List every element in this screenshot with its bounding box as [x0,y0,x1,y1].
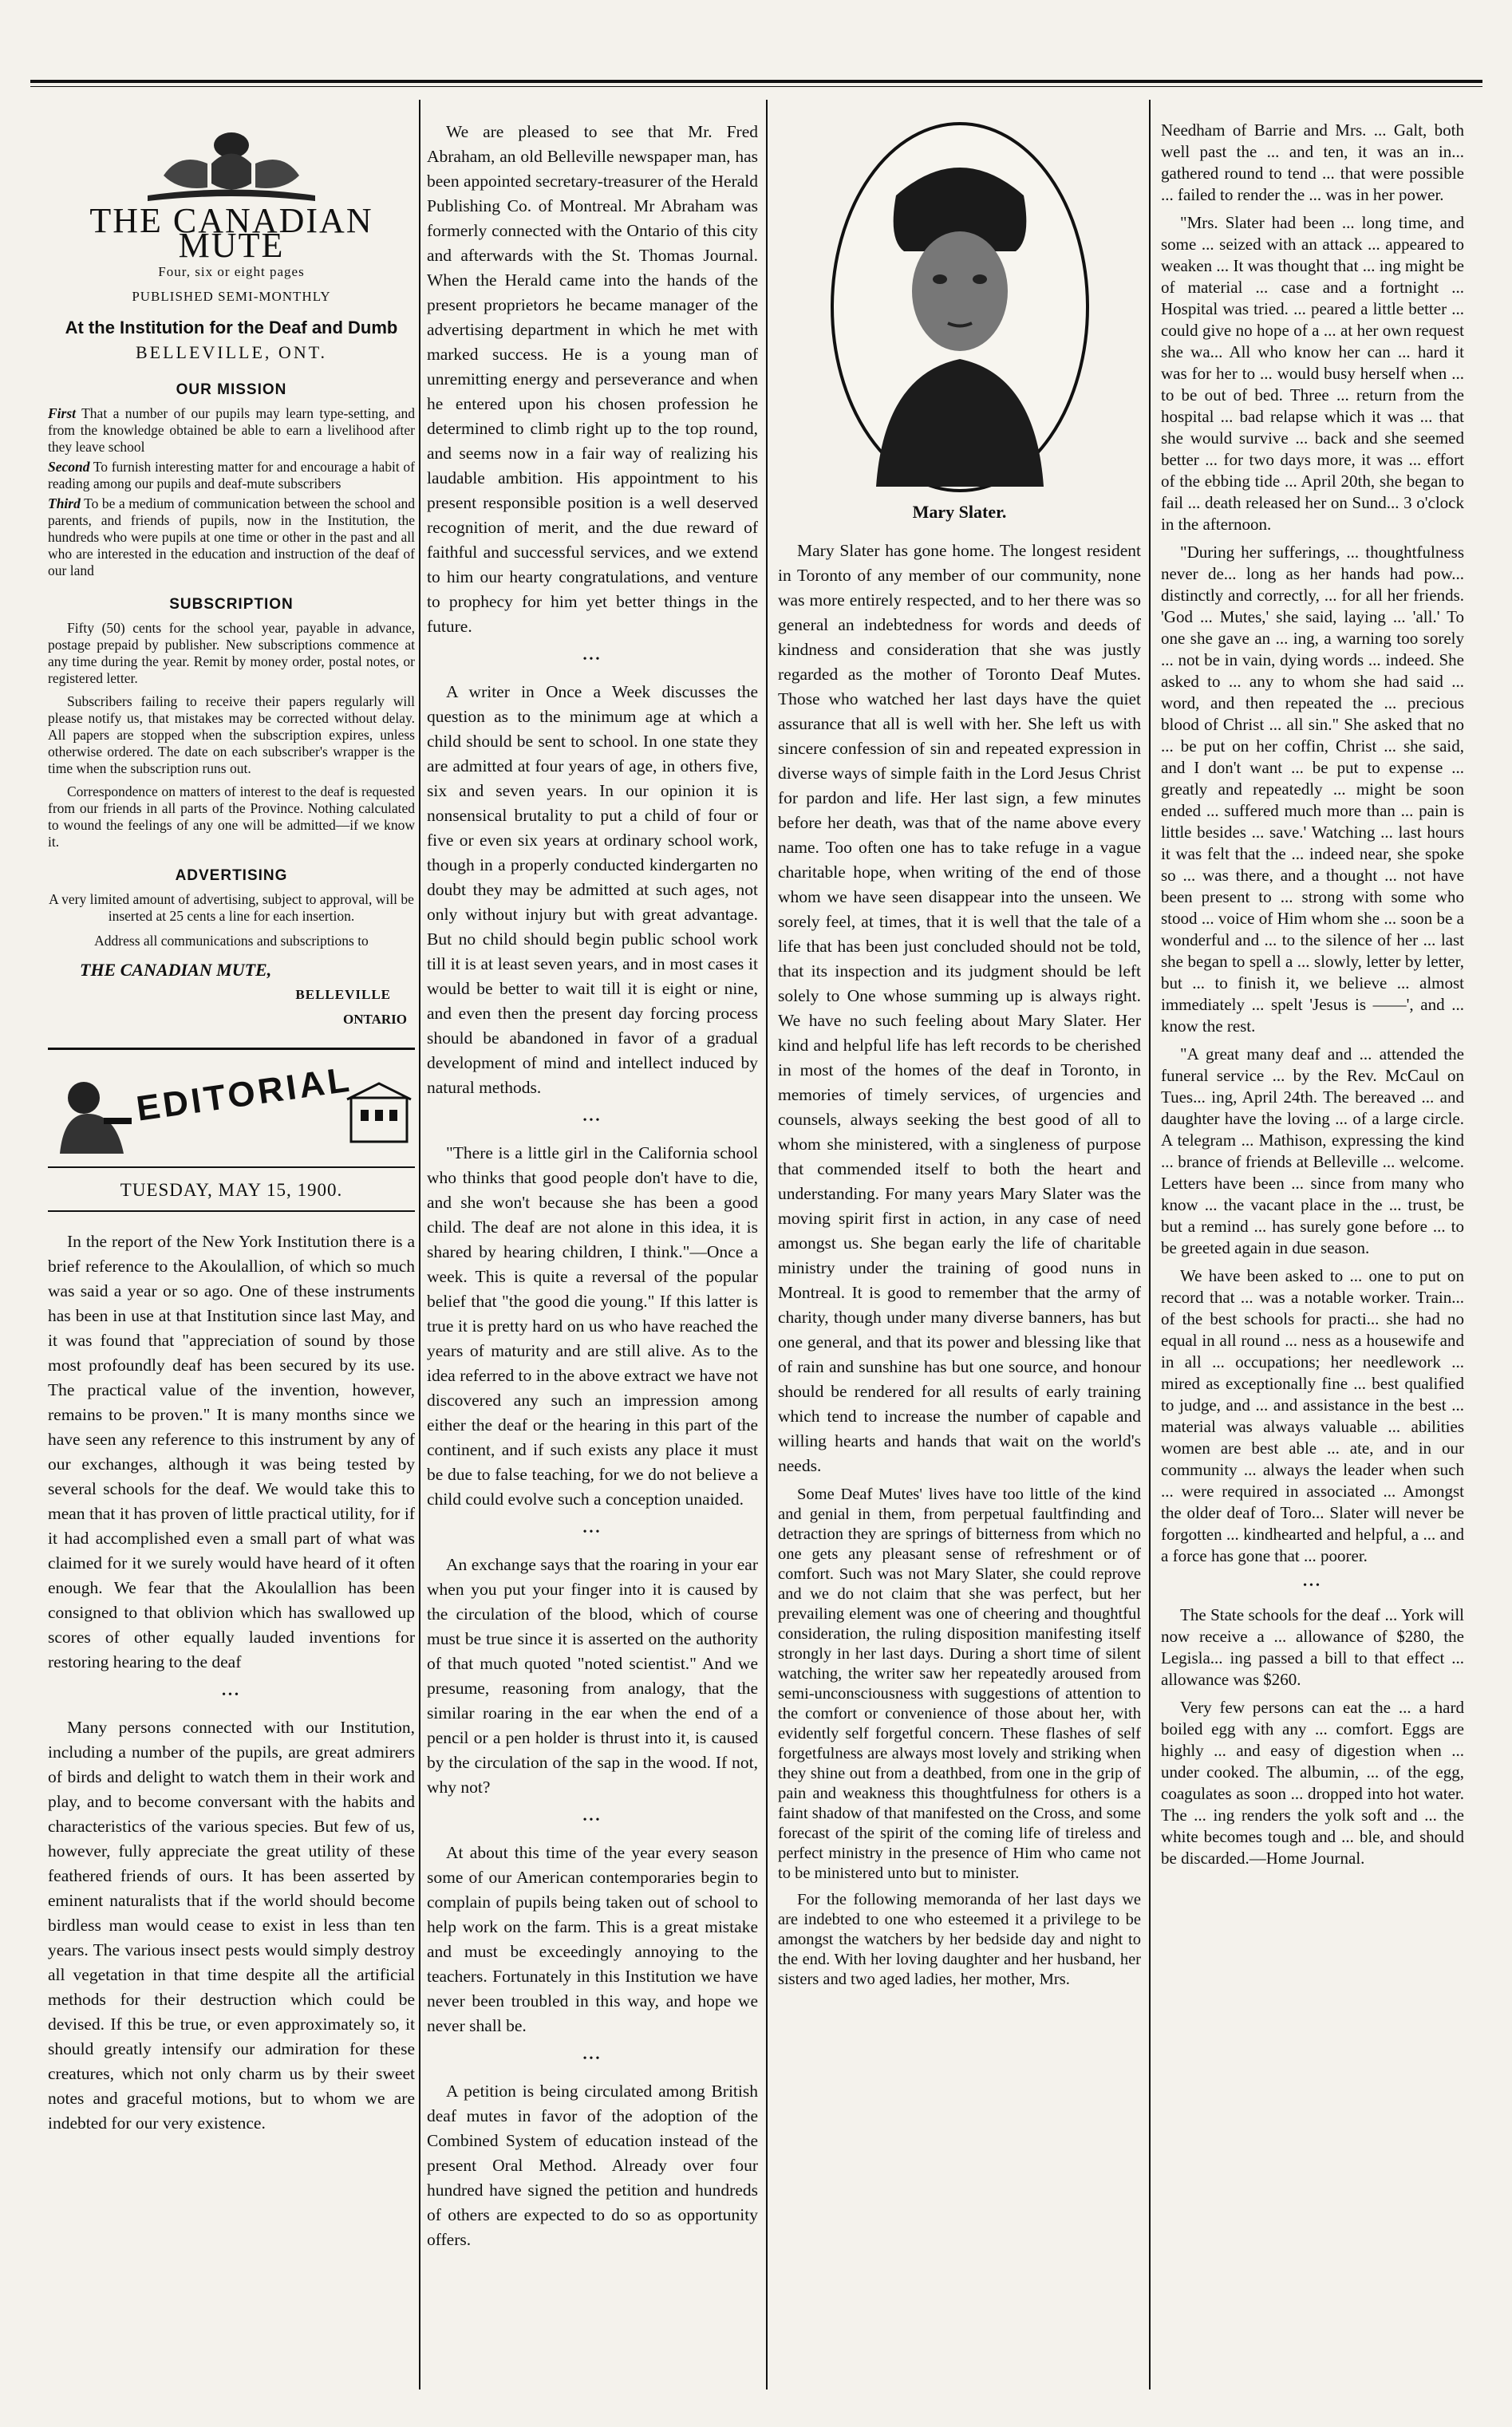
issue-date: TUESDAY, MAY 15, 1900. [120,1180,343,1200]
article-paragraph: For the following memoranda of her last days we are indebted to one who esteemed it a privilege to be amongst the watchers by her bedside day and night to the end. With her loving daughter and her husband, her sisters and two aged ladies, her mother, Mrs. [778,1891,1141,1988]
mission-item [48,495,415,579]
separator: ••• [582,1115,602,1127]
mission-item-label: Third [48,495,81,511]
editor-figure-icon [48,1070,136,1158]
separator: ••• [222,1689,241,1701]
subscription-heading: SUBSCRIPTION [169,596,294,613]
portrait-image [828,120,1092,495]
coat-of-arms-icon [132,128,331,203]
masthead-published: PUBLISHED SEMI-MONTHLY [132,289,331,304]
article-paragraph: "During her sufferings, ... thoughtfulness never de... long as her hands had pow... distinctly and correctly, ... for all her friends. 'God ... Mutes,' she said, laying ... 'all.' To one she gave an ... ing, a warning too sorely ... not be in vain, dying words ... indeed. She asked to ... any to whom she had said ... word, and then repeated the ... precious blood of Christ ... all sin." She asked that no ... be put on her coffin, Christ ... she said, and I don't want ... be put to expense ... greatly and repeatedly ... might be soon ended ... suffered much more than ... pain is little besides ... save.' Watching ... last hours it was felt that the ... indeed near, she spoke so ... was there, and a thought ... not have been present to ... strong with some who stood ... voice of Him whom she ... soon be a wonderful and ... to the silence of her ... last she began to spell a ... slowly, letter by letter, but ... to finish it, we believe ... almost immediately ... spelt 'Jesus is ——', and ... know the rest. [1161,543,1464,1036]
subscription-paragraph: Correspondence on matters of interest to the deaf is requested from our friends in all parts of the Province. Nothing calculated to wound the feelings of any one will be admitted—if we know it. [48,783,415,850]
article-paragraph: We are pleased to see that Mr. Fred Abraham, an old Belleville newspaper man, has been appointed secretary-treasurer of the Herald Publishing Co. of Montreal. Mr Abraham was formerly connected with the Ontario of this city and afterwards with the St. Thomas Journal. When the Herald came into the hands of the present proprietors he became manager of the advertising department in which he met with marked success. He is a young man of unremitting energy and perseverance and when he entered upon his chosen profession he determined to climb right up to the top round, and seems now in a fair way of realizing his laudable ambition. His appointment to his present responsible position is a well deserved recognition of merit, and the due reward of faithful and successful services, and we extend to him our hearty congratulations, and venture to prophecy for him yet better things in the future. [427,122,758,636]
advertising-heading: ADVERTISING [175,867,288,884]
column-1 [48,120,415,2387]
subscription-body [48,620,415,850]
separator: ••• [582,1814,602,1826]
masthead-title: THE CANADIAN MUTE [89,201,373,265]
column-3 [778,120,1141,2387]
mission-item-text: That a number of our pupils may learn type-setting, and from the knowledge obtained be able to earn a livelihood after they leave school [48,405,415,455]
column-rule-1 [419,100,420,2390]
article-paragraph: We have been asked to ... one to put on record that ... was a notable worker. Train... of the best schools for practi... she had no equal in all round ... ness as a housewife and in all ... occupations; her needlework ... mired as exceptionally fine ... best qualified to judge, and ... and assistance in the best ... material was always valuable ... abilities women are best able ... ate, and in our community ... always the leader when such ... were required in associated ... Amongst the older deaf of Toro... Slater will never be forgotten ... kindhearted and helpful, a ... and a force has gone that ... poorer. [1161,1266,1464,1565]
subscription-paragraph: Fifty (50) cents for the school year, payable in advance, postage prepaid by publisher. New subscriptions commence at any time during the year. Remit by money order, postal notes, or registered letter. [48,620,415,686]
column-2 [427,120,758,2387]
article-paragraph: Mary Slater has gone home. The longest resident in Toronto of any member of our community, none was more entirely respected, and to her there was so general an indebtedness for words and deeds of kindness and consideration that she was justly regarded as the mother of Toronto Deaf Mutes. Those who watched her last days have the quiet assurance that all is well with her. She left us with sincere confession of sin and repeated expression in diverse ways of simple faith in the Lord Jesus Christ for pardon and life. Her last sign, a few minutes before her death, was that of the name above every name. Too often one has to take refuge in a vague charitable hope, when writing of the end of those whom we have seen disappear into the unseen. We sorely feel, at times, that it is well that the tale of a life that has been just concluded should not be told, that its inspection and its judgment should be left solely to One whose summing up is always right. We have no such feeling about Mary Slater. Her kind and helpful life has left records to be cherished in most of the homes of the deaf in Toronto, in memories of timely services, of urgencies and counsels, always seeking the best good of all to whom she ministered, with a singleness of purpose that commended itself to both the heart and understanding. For many years Mary Slater was the moving spirit first in action, in any case of need amongst us. She began early the life of charitable ministry under the training of good nuns in Montreal. It is good to remember that the army of charity, though under many diverse banners, has but one general, and that its power and blessing like that of rain and sunshine has but one source, and honour should be rendered for all results of early training which tend to increase the number of capable and willing hearts and hands that wait on the world's needs. [778,541,1141,1475]
column-rule-3 [1149,100,1151,2390]
address-town: BELLEVILLE [295,987,391,1002]
mission-heading: OUR MISSION [176,381,287,398]
date-rule [48,1210,415,1212]
editorial-rule [48,1048,415,1050]
masthead-subtitle: Four, six or eight pages [158,264,305,279]
mission-item [48,459,415,492]
advertising-text: A very limited amount of advertising, subject to approval, will be inserted at 25 cents a line for each insertion. [49,891,414,924]
masthead-institution: At the Institution for the Deaf and Dumb [65,318,398,337]
article-paragraph: "There is a little girl in the California school who thinks that good people don't have to die, and she won't because she has been a good child. The deaf are not alone in this idea, it is shared by hearing children, I think."—Once a week. This is quite a reversal of the popular belief that "the good die young." If this latter is true it is pretty hard on us who have reached the years of maturity and are still alive. As to the idea referred to in the above extract we have not discovered any such an impression among either the deaf or the hearing in this part of the continent, and if such exists any place it must be due to false teaching, for we do not believe a child could evolve such a conception unaided. [427,1143,758,1509]
subscription-paragraph: Subscribers failing to receive their papers regularly will please notify us, that mistakes may be corrected without delay. All papers are stopped when the subscription expires, unless otherwise ordered. The date on each subscriber's wrapper is the time when the subscription runs out. [48,693,415,776]
article-paragraph: A writer in Once a Week discusses the question as to the minimum age at which a child should be sent to school. In one state they are admitted at four years of age, in others five, six and seven years. In our opinion it is nonsensical brutality to put a child of four or five or even six years at ordinary school work, though in a properly conducted kindergarten no doubt they may be admitted at such ages, not only without injury but with great advantage. But no child should begin public school work till it is at least seven years, and in most cases it would be better to wait till it is eight or nine, and even then the present day forcing process should be abandoned in favor of a gradual development of mind and intellect induced by natural methods. [427,682,758,1097]
article-paragraph: In the report of the New York Institution there is a brief reference to the Akoulallion, of which so much was said a year or so ago. One of these instruments has been in use at that Institution since last May, and it was found that "appreciation of sound by those most profoundly deaf has been secured by its use. The practical value of the invention, however, remains to be proven." It is many months since we have seen any reference to this instrument by any of our exchanges, although it was being tested by several schools for the deaf. We would take this to mean that it has proven of little practical utility, for if it had accomplished even a small part of what was claimed for it we surely would have heard of it often enough. We fear that the Akoulallion has been consigned to that oblivion which has swallowed up scores of other equally lauded inventions for restoring hearing to the deaf [48,1232,415,1671]
mission-item-text: To furnish interesting matter for and encourage a habit of reading among our pupils and deaf-mute subscribers [48,459,415,491]
editorial-banner-text: EDITORIAL [133,1060,355,1129]
mission-item-text: To be a medium of communication between the school and parents, and friends of pupils, now in the Institution, the hundreds who were pupils at one time or other in the past and all who are interested in the education and instruction of the deaf of our land [48,495,415,578]
address-province: ONTARIO [343,1012,407,1027]
article-paragraph: Very few persons can eat the ... a hard boiled egg with any ... comfort. Eggs are highly ... and easy of digestion when ... under cooked. The albumin, ... of the egg, coagulates as soon ... dropped into hot water. The ... ing renders the yolk soft and ... the white becomes tough and ... ble, and should be discarded.—Home Journal. [1161,1698,1464,1868]
mission-item-label: First [48,405,77,421]
mission-list [48,405,415,579]
article-paragraph: Needham of Barrie and Mrs. ... Galt, both well past the ... and ten, it was an in... gathered round to tend ... that were possible ... failed to render the ... was in her power. [1161,120,1464,204]
article-paragraph: The State schools for the deaf ... York will now receive a ... allowance of $280, the Legisla... ing passed a bill to that effect ... allowance was $260. [1161,1605,1464,1689]
article-paragraph: Some Deaf Mutes' lives have too little of the kind and genial in them, from perpetual faultfinding and detraction they are springs of bitterness from which no one gets any pleasant sense of refreshment or of comfort. Such was not Mary Slater, she could reprove and we do not claim that she was perfect, but her prevailing element was one of cheering and thoughtful consideration, the ruling disposition manifesting itself strongly in her last days. During a short time of silent watching, the writer saw her repeatedly aroused from semi-unconsciousness with suggestions of attention to the comfort or convenience of those about her, with evidently self forgetful concern. These flashes of self forgetfulness are always most lovely and striking when they shine out from a deathbed, from one in the grip of pain and weakness this thoughtfulness for others is a faint shadow of that manifested on the Cross, and some forecast of the spirit of the coming life of tireless and perfect ministry in the presence of Him who came not to be ministered unto but to minister. [778,1486,1141,1882]
mission-item-label: Second [48,459,90,475]
mission-item [48,405,415,456]
top-rule [30,80,1482,83]
separator: ••• [582,653,602,665]
top-rule-thin [30,86,1482,87]
article-paragraph: At about this time of the year every season some of our American contemporaries begin to complain of pupils being taken out of school to help work on the farm. This is a great mistake and must be exceedingly annoying to the teachers. Fortunately in this Institution we have never been troubled in this way, and hope we never shall be. [427,1843,758,2035]
separator: ••• [582,1526,602,1538]
article-paragraph: "Mrs. Slater had been ... long time, and some ... seized with an attack ... appeared to weaken ... It was thought that ... ing might be of material ... case and a fortnight ... Hospital was tried. ... peared a little better ... could give no hope of a ... at her own request she wa... All who know her can ... hard it was for her to ... would busy herself when ... to be out of bed. Three ... return from the hospital ... bad relapse which it was ... that she would survive ... back and she seemed better ... for two days more, it was ... effort of the ebbing tide ... April 20th, she began to fail ... death released her on Sund... 3 o'clock in the afternoon. [1161,213,1464,534]
separator: ••• [1303,1580,1322,1592]
article-paragraph: "A great many deaf and ... attended the funeral service ... by the Rev. McCaul on Tues... ing, April 24th. The bereaved ... and daughter have the loving ... of a large circle. A telegram ... Mathison, expressing the kind ... brance of friends at Belleville ... welcome. Letters have been ... since from many who know ... the vacant place in the ... trust, be but a remind ... has surely gone before ... to be greeted again in due season. [1161,1044,1464,1257]
column-rule-2 [766,100,768,2390]
building-icon [343,1082,415,1146]
article-paragraph: Many persons connected with our Institution, including a number of the pupils, are great admirers of birds and delight to watch them in their work and play, and to become conversant with the habits and characteristics of the various species. But few of us, however, fully appreciate the great utility of these feathered friends of ours. It has been asserted by eminent naturalists that if the world should become birdless man would cease to exist in less than ten years. The various insect pests would simply destroy all vegetation in that time despite all the artificial methods for their destruction which could be devised. If this be true, or even approximately so, it should greatly intensify our admiration for these creatures, which not only charm us by their sweet notes and graceful motions, but to whom we are indebted for our very existence. [48,1718,415,2133]
masthead-city: BELLEVILLE, ONT. [135,342,328,362]
paper-name: THE CANADIAN MUTE, [80,960,272,980]
column-4 [1161,120,1464,2387]
article-paragraph: An exchange says that the roaring in your ear when you put your finger into it is caused by the circulation of the blood, which of course must be true since it is asserted on the authority of that much quoted "noted scientist." And we presume, reasoning from analogy, that the similar roaring in the ear when the end of a pencil or a pen holder is thrust into it, is caused by the circulation of the sap in the wood. If not, why not? [427,1555,758,1797]
portrait-caption: Mary Slater. [912,502,1007,522]
editorial-banner [48,1060,415,1162]
address-line: Address all communications and subscriptions to [94,933,369,949]
article-paragraph: A petition is being circulated among British deaf mutes in favor of the adoption of the Combined System of education instead of the present Oral Method. Already over four hundred have signed the petition and hundreds of others are expected to do so as opportunity offers. [427,2082,758,2249]
editorial-rule-bottom [48,1166,415,1168]
separator: ••• [582,2053,602,2065]
